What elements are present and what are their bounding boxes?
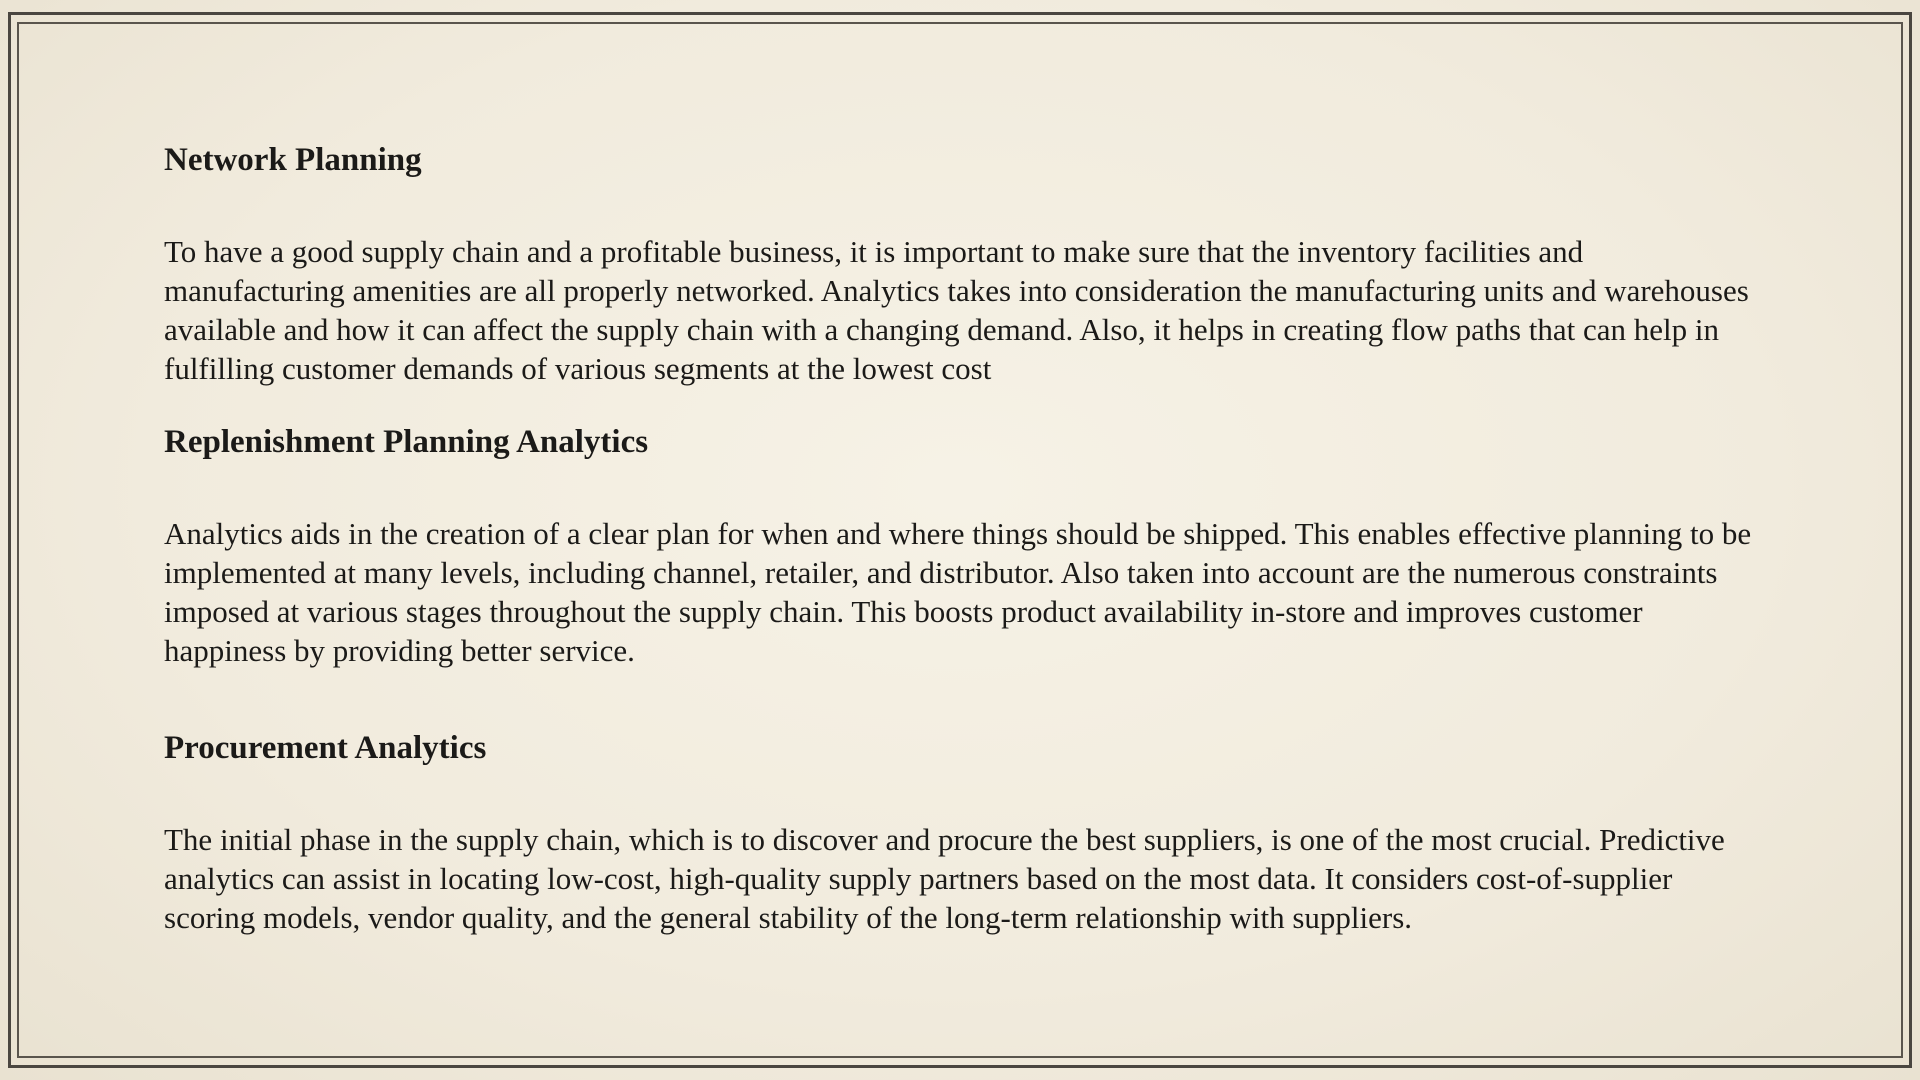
slide-content [164,140,1764,937]
section-heading-replenishment-planning: Replenishment Planning Analytics [164,424,649,460]
section-body-replenishment-planning: Analytics aids in the creation of a clear plan for when and where things should be shipped. This enables effective planning to be implemented at many levels, including channel, retailer, and distributor. Also taken into account are the numerous constraints imposed at various stages throughout the supply chain. This boosts product availability in-store and improves customer happiness by providing better service. [164,516,1752,668]
section-body-network-planning: To have a good supply chain and a profitable business, it is important to make sure that the inventory facilities and manufacturing amenities are all properly networked. Analytics takes into consideration the manufacturing units and warehouses available and how it can affect the supply chain with a changing demand. Also, it helps in creating flow paths that can help in fulfilling customer demands of various segments at the lowest cost [164,234,1749,386]
section-body-procurement-analytics: The initial phase in the supply chain, which is to discover and procure the best suppliers, is one of the most crucial. Predictive analytics can assist in locating low-cost, high-quality supply partners based on the most data. It considers cost-of-supplier scoring models, vendor quality, and the general stability of the long-term relationship with suppliers. [164,822,1725,935]
section-heading-network-planning: Network Planning [164,142,422,178]
section-heading-procurement-analytics: Procurement Analytics [164,730,487,766]
